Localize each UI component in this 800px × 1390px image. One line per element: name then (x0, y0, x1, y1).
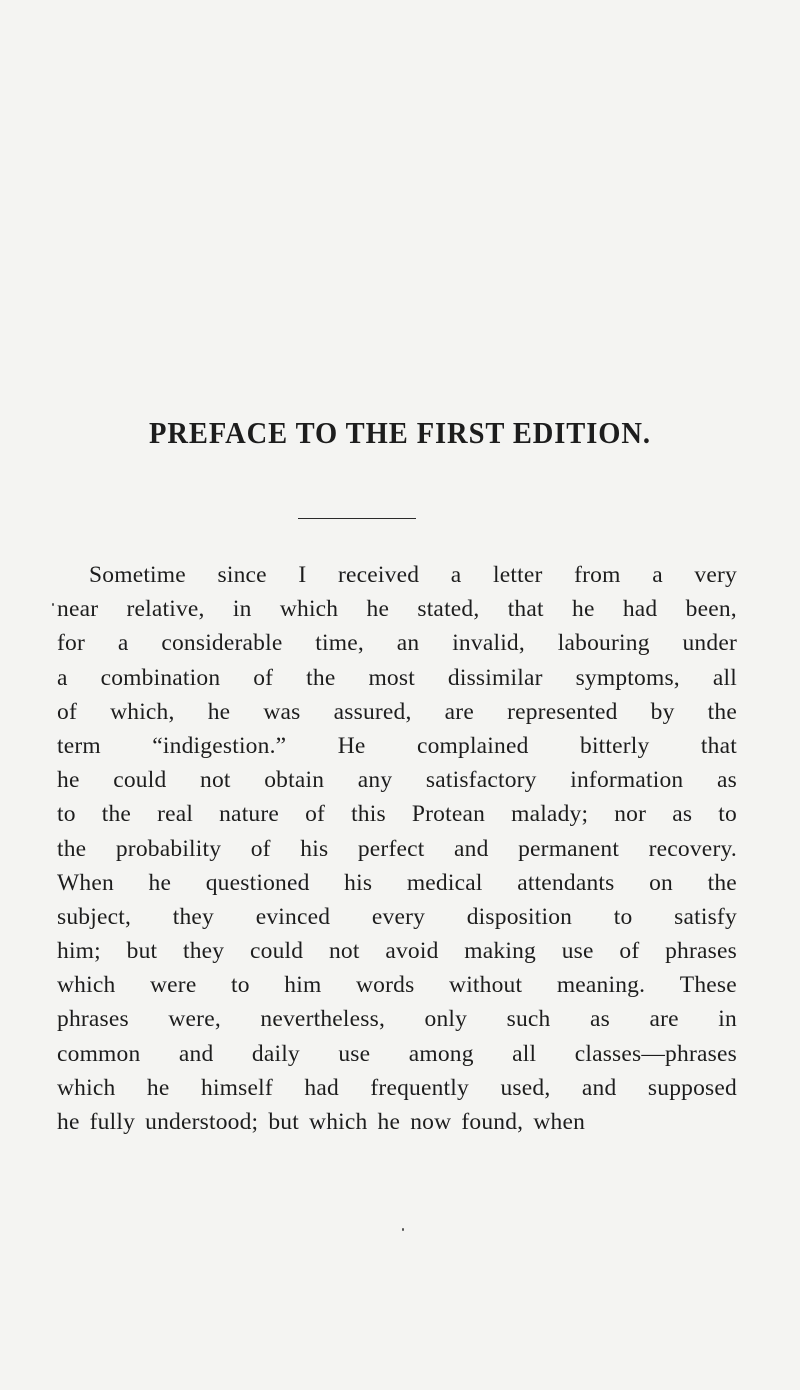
word: the (101, 801, 132, 828)
word: words (356, 972, 415, 999)
word: Sometime (89, 562, 186, 588)
word: of (619, 938, 640, 965)
word: medical (406, 869, 483, 896)
word: malady; (511, 801, 589, 828)
word: very (694, 562, 737, 588)
word: obtain (264, 767, 325, 794)
word: the (57, 835, 87, 862)
word: of (250, 835, 271, 862)
word: making (464, 938, 536, 965)
word: to (57, 801, 76, 828)
text-line (57, 1039, 737, 1073)
word: could (250, 938, 304, 965)
text-line (57, 663, 737, 697)
word: relative, (126, 596, 205, 623)
word: under (682, 630, 737, 657)
word: was (263, 698, 301, 725)
word: that (700, 732, 737, 759)
paper-speck (52, 603, 54, 606)
text-line (57, 902, 737, 936)
word: that (507, 596, 544, 623)
word: were, (168, 1006, 221, 1033)
word: information (570, 767, 684, 794)
word: labouring (557, 630, 650, 657)
word: use (338, 1040, 371, 1067)
word: not (200, 767, 231, 794)
text-line (57, 1073, 737, 1107)
word: his (344, 869, 373, 896)
word: which (57, 1074, 116, 1101)
word: satisfy (674, 903, 737, 930)
word: he (146, 1074, 170, 1101)
word: they (172, 903, 214, 930)
word: a (57, 664, 68, 691)
word: an (396, 630, 420, 657)
word: perfect (357, 835, 425, 862)
word: were (150, 972, 197, 999)
word: a (652, 562, 663, 588)
paper-speck (402, 1228, 404, 1231)
word: evinced (255, 903, 331, 930)
word: stated, (417, 596, 480, 623)
word: Protean (411, 801, 486, 828)
word: near (57, 596, 99, 623)
word: his (300, 835, 329, 862)
word: which (57, 972, 116, 999)
word: He (337, 732, 366, 759)
preface-paragraph (57, 560, 737, 1141)
word: term (57, 732, 101, 759)
word: represented (507, 698, 618, 725)
word: avoid (385, 938, 439, 965)
word: to (613, 903, 633, 930)
heading-rule (298, 518, 416, 519)
word: most (368, 664, 415, 691)
word: attendants (517, 869, 615, 896)
word: since (217, 562, 267, 588)
word: nature (219, 801, 280, 828)
word: supposed (647, 1074, 737, 1101)
word: use (561, 938, 594, 965)
word: meaning. (556, 972, 646, 999)
word: complained (416, 732, 529, 759)
word: of (253, 664, 274, 691)
word: probability (115, 835, 222, 862)
word: had (622, 596, 658, 623)
word: combination (100, 664, 221, 691)
word: which (279, 596, 339, 623)
word: in (232, 596, 252, 623)
word: himself (201, 1074, 273, 1101)
word: this (351, 801, 386, 828)
word: permanent (518, 835, 620, 862)
text-line (57, 731, 737, 765)
text-line (57, 868, 737, 902)
text-line (57, 936, 737, 970)
word: on (649, 869, 673, 896)
word: invalid, (452, 630, 525, 657)
word: classes—phrases (574, 1040, 737, 1067)
word: are (649, 1006, 679, 1033)
word: such (506, 1006, 551, 1033)
text-line (57, 1004, 737, 1038)
word: frequently (370, 1074, 469, 1101)
word: common (57, 1040, 141, 1067)
word: in (718, 1006, 737, 1033)
word: assured, (333, 698, 412, 725)
text-line: he fully understood; but which he now found, when (57, 1109, 586, 1135)
word: a (450, 562, 462, 588)
word: been, (685, 596, 737, 623)
text-line (57, 765, 737, 799)
word: recovery. (648, 835, 737, 862)
word: not (328, 938, 360, 965)
text-line (57, 628, 737, 662)
word: When (57, 869, 114, 896)
word: the (707, 869, 737, 896)
word: and (454, 835, 489, 862)
word: every (371, 903, 426, 930)
word: as (716, 767, 737, 794)
word: among (408, 1040, 474, 1067)
word: he (57, 767, 80, 794)
word: are (444, 698, 474, 725)
word: time, (315, 630, 364, 657)
word: of (305, 801, 326, 828)
text-line (57, 834, 737, 868)
word: any (357, 767, 393, 794)
word: satisfactory (425, 767, 537, 794)
word: all (712, 664, 737, 691)
word: from (574, 562, 621, 588)
word: nevertheless, (260, 1006, 386, 1033)
word: These (679, 972, 737, 999)
word: for (57, 630, 86, 657)
word: he (207, 698, 231, 725)
word: questioned (205, 869, 310, 896)
word: as (672, 801, 693, 828)
word: as (589, 1006, 610, 1033)
word: I (298, 562, 307, 588)
word: to (718, 801, 737, 828)
word: disposition (466, 903, 573, 930)
word: dissimilar (447, 664, 543, 691)
word: nor (614, 801, 647, 828)
word: only (424, 1006, 468, 1033)
word: they (183, 938, 225, 965)
page-heading: PREFACE TO THE FIRST EDITION. (149, 415, 651, 450)
word: and (581, 1074, 617, 1101)
word: him; (57, 938, 101, 965)
word: used, (500, 1074, 551, 1101)
word: a (117, 630, 129, 657)
word: by (650, 698, 675, 725)
word: daily (251, 1040, 300, 1067)
word: phrases (57, 1006, 129, 1033)
word: letter (493, 562, 543, 588)
word: him (284, 972, 322, 999)
word: all (512, 1040, 537, 1067)
word: the (707, 698, 737, 725)
word: subject, (57, 903, 132, 930)
word: without (449, 972, 523, 999)
word: “indigestion.” (152, 732, 287, 759)
word: phrases (665, 938, 737, 965)
text-line (57, 560, 737, 594)
word: symptoms, (575, 664, 680, 691)
word: the (306, 664, 336, 691)
word: he (148, 869, 172, 896)
word: received (338, 562, 420, 588)
word: considerable (161, 630, 283, 657)
word: real (157, 801, 194, 828)
word: could (113, 767, 167, 794)
word: had (304, 1074, 339, 1101)
text-line (57, 970, 737, 1004)
word: he (572, 596, 595, 623)
word: he (366, 596, 390, 623)
word: bitterly (580, 732, 650, 759)
word: of (57, 698, 77, 725)
word: but (126, 938, 158, 965)
word: to (231, 972, 250, 999)
word: and (178, 1040, 214, 1067)
text-line (57, 697, 737, 731)
text-line (57, 594, 737, 628)
text-line (57, 799, 737, 833)
word: which, (110, 698, 175, 725)
